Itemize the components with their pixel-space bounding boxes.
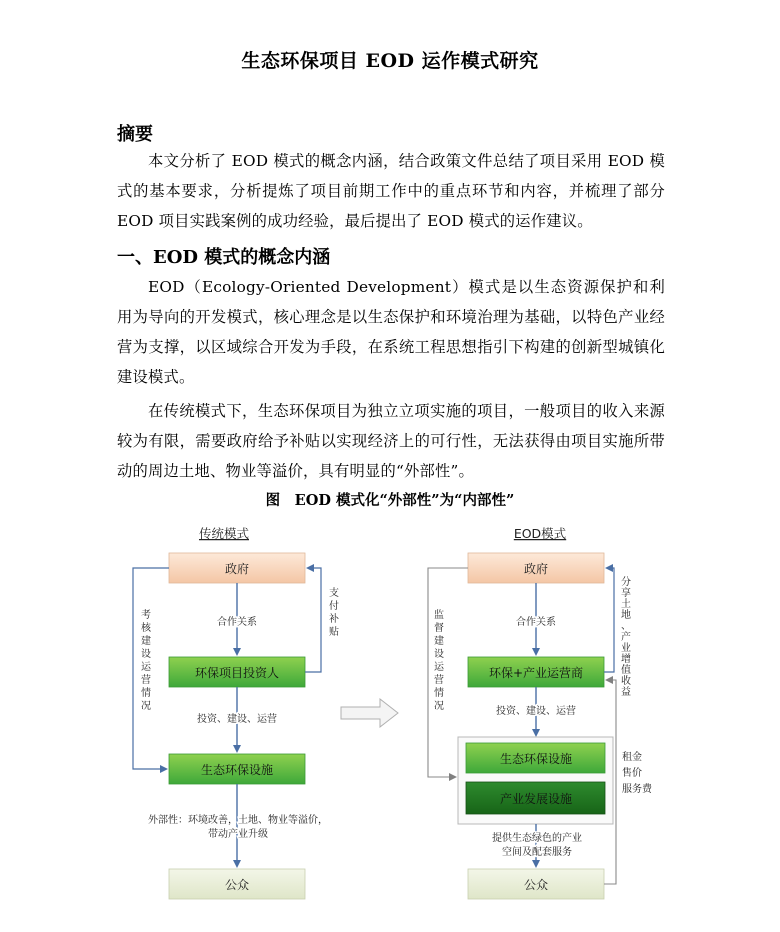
svg-text:产: 产 [621, 632, 631, 643]
document-title: 生态环保项目 EOD 运作模式研究 [241, 50, 539, 72]
transition-arrow [341, 699, 398, 727]
abstract-paragraph: 本文分析了 EOD 模式的概念内涵，结合政策文件总结了项目采用 EOD 模式的基本要求，分析提炼了项目前期工作中的重点环节和内容，并梳理了部分 EOD 项目实践案例的成功经验，最后提出了 EOD 模式的运作建议。 [117, 152, 665, 230]
svg-text:况: 况 [141, 701, 151, 712]
svg-text:建: 建 [141, 636, 151, 647]
svg-text:值: 值 [621, 665, 631, 676]
svg-text:土: 土 [621, 599, 631, 610]
svg-text:运: 运 [434, 662, 444, 673]
section1-paragraph-2: 在传统模式下，生态环保项目为独立立项实施的项目，一般项目的收入来源较为有限，需要政府给予补贴以实现经济上的可行性，无法获得由项目实施所带动的周边土地、物业等溢价，具有明显的“外部性”。 [117, 402, 665, 480]
svg-text:增: 增 [621, 654, 631, 665]
svg-text:核: 核 [141, 623, 151, 634]
right-rent-line1: 租金 [622, 752, 642, 763]
left-subsidy-arrow [305, 568, 321, 672]
left-coop-label: 合作关系 [217, 617, 257, 628]
right-share-label [621, 575, 631, 698]
svg-text:付: 付 [329, 601, 339, 612]
right-supervise-label [434, 608, 445, 712]
svg-text:设: 设 [434, 649, 444, 660]
svg-text:情: 情 [141, 688, 151, 699]
section1-heading: 一、EOD 模式的概念内涵 [117, 247, 331, 268]
svg-text:支: 支 [329, 588, 339, 599]
left-facility-label: 生态环保设施 [200, 763, 274, 777]
svg-text:补: 补 [329, 614, 339, 625]
left-investor-label: 环保项目投资人 [194, 666, 280, 680]
traditional-heading: 传统模式 [198, 526, 250, 541]
left-external-line2: 带动产业升级 [208, 829, 268, 840]
right-gov-label: 政府 [523, 562, 549, 576]
svg-text:业: 业 [621, 643, 631, 654]
svg-text:监: 监 [434, 610, 444, 621]
svg-text:考: 考 [141, 610, 151, 621]
right-invest-label: 投资、建设、运营 [496, 706, 576, 717]
svg-text:收: 收 [621, 676, 631, 687]
eod-heading: EOD模式 [513, 526, 567, 541]
right-rent-line2: 售价 [622, 768, 642, 779]
left-assessment-arrow [133, 568, 169, 769]
right-industry-facility-label: 产业发展设施 [499, 792, 573, 806]
svg-text:营: 营 [434, 675, 444, 686]
right-public-label: 公众 [523, 878, 549, 892]
figure-caption: 图 EOD 模式化“外部性”为“内部性” [265, 492, 515, 509]
svg-text:享: 享 [621, 588, 631, 599]
svg-text:分: 分 [621, 577, 631, 588]
svg-text:运: 运 [141, 662, 151, 673]
section1-paragraph-1: EOD（Ecology-Oriented Development）模式是以生态资源保护和利用为导向的开发模式，核心理念是以生态保护和环境治理为基础，以特色产业经营为支撑，以区域综合开发为手段，在系统工程思想指引下构建的创新型城镇化建设模式。 [117, 278, 665, 386]
svg-text:督: 督 [434, 623, 444, 634]
svg-text:况: 况 [434, 701, 444, 712]
left-invest-label: 投资、建设、运营 [197, 714, 277, 725]
left-external-line1: 外部性：环境改善，土地、物业等溢价， [148, 815, 328, 826]
svg-text:贴: 贴 [329, 627, 339, 638]
right-rent-line3: 服务费 [622, 784, 652, 795]
left-subsidy-label [329, 586, 339, 638]
left-assessment-label [141, 608, 152, 712]
svg-text:情: 情 [434, 688, 444, 699]
svg-text:设: 设 [141, 649, 151, 660]
svg-text:营: 营 [141, 675, 151, 686]
left-public-label: 公众 [224, 878, 250, 892]
abstract-heading: 摘要 [117, 124, 153, 145]
left-gov-label: 政府 [224, 562, 250, 576]
right-eco-facility-label: 生态环保设施 [499, 752, 573, 766]
svg-text:、: 、 [621, 621, 631, 632]
right-operator-label: 环保+产业运营商 [488, 666, 584, 680]
svg-text:地: 地 [621, 610, 631, 621]
right-coop-label: 合作关系 [516, 617, 556, 628]
svg-text:建: 建 [434, 636, 444, 647]
eod-model [428, 526, 653, 899]
svg-text:益: 益 [621, 687, 631, 698]
right-provide-line2: 空间及配套服务 [502, 847, 572, 858]
traditional-model [133, 526, 339, 899]
right-provide-line1: 提供生态绿色的产业 [492, 833, 582, 844]
right-share-arrow [604, 568, 614, 672]
